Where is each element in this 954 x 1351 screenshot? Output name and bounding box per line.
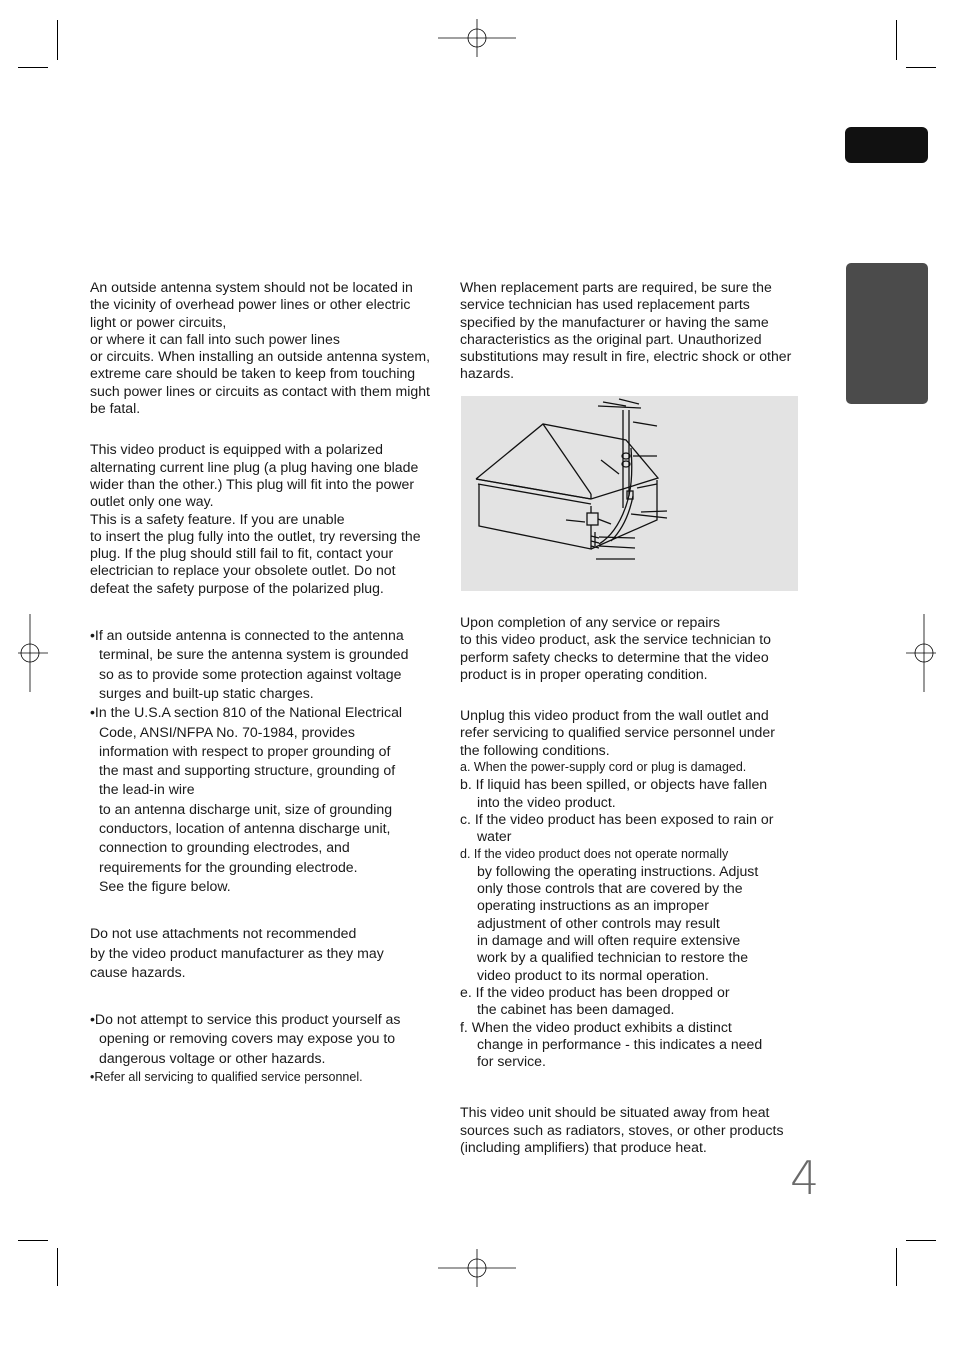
attachments-section xyxy=(90,924,430,982)
list-item: d. If the video product does not operate normally xyxy=(460,846,729,861)
registration-mark-icon xyxy=(438,19,516,57)
heat-section xyxy=(460,1104,805,1156)
paragraph: to insert the plug fully into the outlet, try reversing the plug. If the plug should still fail to fit, contact your electrician to replace your obsolete outlet. Do not defeat the safety purpose of the polarized plug. xyxy=(90,527,421,596)
paragraph: This is a safety feature. If you are unable xyxy=(90,510,345,527)
replacement-parts-text: When replacement parts are required, be sure the service technician has used replacement parts specified by the manufacturer or having the same characteristics as the original part. Unauthorized substitutions may result in fire, electric shock or other hazards. xyxy=(460,279,792,382)
safety-check-section xyxy=(460,614,805,683)
antenna-grounding-figure xyxy=(461,396,798,591)
polarized-plug-section xyxy=(90,441,430,597)
list-item: a. When the power-supply cord or plug is damaged. xyxy=(460,760,747,775)
bullet-item: •If an outside antenna is connected to the antenna terminal, be sure the antenna system is grounded so as to provide some protection against voltage surges and built-up static charges. xyxy=(90,627,409,701)
list-item: b. If liquid has been spilled, or objects have fallen into the video product. xyxy=(460,776,768,810)
list-item: f. When the video product exhibits a distinct change in performance - this indicates a need for service. xyxy=(460,1018,763,1070)
paragraph: to this video product, ask the service technician to perform safety checks to determine that the video product is in proper operating condition. xyxy=(460,631,772,682)
crop-mark xyxy=(896,20,897,60)
damage-service-section xyxy=(460,707,805,1070)
grounding-section xyxy=(90,626,430,896)
antenna-grounding-diagram xyxy=(461,396,798,591)
bullet-item: •In the U.S.A section 810 of the National Electrical Code, ANSI/NFPA No. 70-1984, provides information with respect to proper grounding of the mast and supporting structure, grounding of the lead-in wire xyxy=(90,704,403,798)
paragraph: or where it can fall into such power lines xyxy=(90,330,340,347)
crop-mark xyxy=(18,1240,48,1241)
paragraph: Unplug this video product from the wall outlet and refer servicing to qualified service personnel under the following conditions. xyxy=(460,707,775,758)
right-column xyxy=(460,279,805,383)
crop-mark xyxy=(57,1248,58,1286)
power-lines-section xyxy=(90,279,430,417)
paragraph: This video unit should be situated away from heat sources such as radiators, stoves, or other products (including amplifiers) that produce heat. xyxy=(460,1104,784,1156)
crop-mark xyxy=(18,67,48,68)
paragraph: This video product is equipped with a polarized alternating current line plug (a plug having one blade wider than the other.) This plug will fit into the power outlet only one way. xyxy=(90,441,419,510)
paragraph: Do not use attachments not recommended xyxy=(90,925,357,942)
bullet-continuation: to an antenna discharge unit, size of grounding conductors, location of antenna discharge unit, connection to grounding electrodes, and requirements for the grounding electrode. xyxy=(99,800,393,875)
registration-mark-icon xyxy=(438,1249,516,1287)
paragraph: Upon completion of any service or repairs xyxy=(460,614,721,630)
bullet-item: •Do not attempt to service this product yourself as opening or removing covers may expose you to dangerous voltage or other hazards. xyxy=(90,1011,401,1066)
servicing-section xyxy=(90,1010,430,1087)
crop-mark xyxy=(896,1248,897,1286)
crop-mark xyxy=(906,1240,936,1241)
paragraph: An outside antenna system should not be located in the vicinity of overhead power lines or other electric light or power circuits, xyxy=(90,279,413,330)
section-tab xyxy=(845,127,928,163)
page-number: 4 xyxy=(790,1151,820,1205)
language-tab xyxy=(846,263,928,404)
list-item-continuation: by following the operating instructions. Adjust only those controls that are covered by the operating instructions as an improper adjustment of other controls may result xyxy=(477,862,759,931)
paragraph: by the video product manufacturer as they may cause hazards. xyxy=(90,944,384,980)
registration-mark-icon xyxy=(18,614,48,692)
list-item: c. If the video product has been exposed to rain or water xyxy=(460,810,774,845)
bullet-item: •Refer all servicing to qualified service personnel. xyxy=(90,1069,363,1084)
list-item: e. If the video product has been dropped or the cabinet has been damaged. xyxy=(460,983,730,1018)
list-item-continuation: in damage and will often require extensive work by a qualified technician to restore the video product to its normal operation. xyxy=(477,932,749,983)
bullet-continuation: See the figure below. xyxy=(99,877,231,894)
paragraph: or circuits. When installing an outside antenna system, extreme care should be taken to keep from touching such power lines or circuits as contact with them might be fatal. xyxy=(90,348,430,417)
right-column-lower xyxy=(460,614,805,1156)
registration-mark-icon xyxy=(906,614,936,692)
left-column xyxy=(90,279,430,1087)
crop-mark xyxy=(906,67,936,68)
crop-mark xyxy=(57,20,58,60)
